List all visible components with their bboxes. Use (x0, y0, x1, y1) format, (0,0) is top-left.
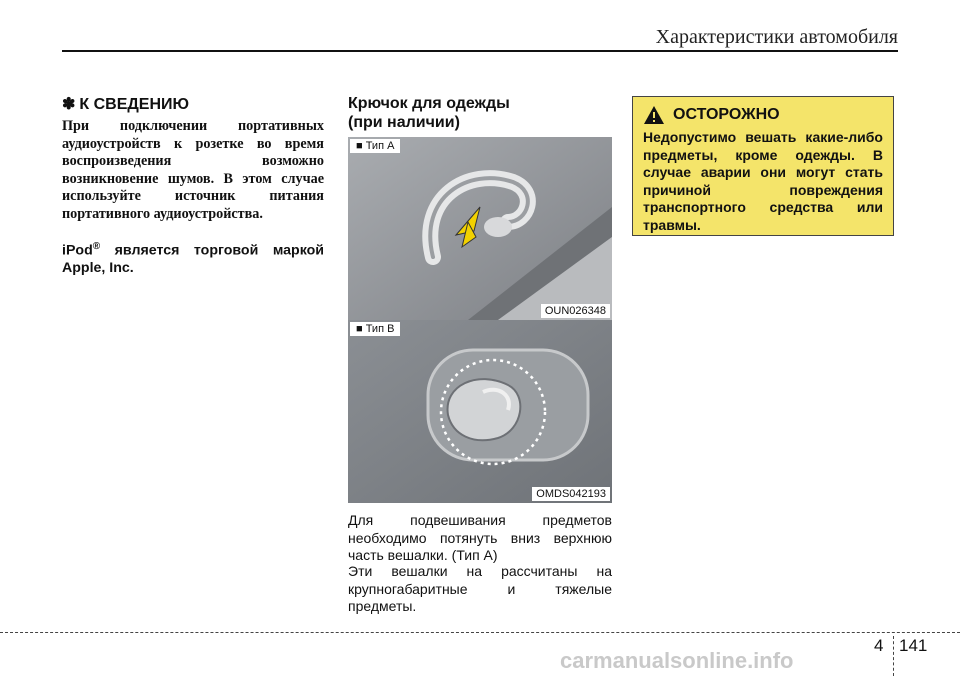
hook-title-line1: Крючок для одежды (348, 95, 510, 112)
figure-b-code: OMDS042193 (532, 487, 610, 501)
hook-section-title (348, 94, 510, 132)
note-heading-text: К СВЕДЕНИЮ (79, 96, 190, 113)
figure-a-code: OUN026348 (541, 304, 610, 318)
page-number: 141 (899, 636, 928, 655)
registered-mark: ® (92, 240, 101, 252)
note-star-icon: ✽ (62, 96, 76, 113)
figure-type-a (348, 137, 612, 320)
trademark-rest: является торговой маркой Apple, Inc. (62, 242, 324, 276)
watermark: carmanualsonline.info (560, 648, 794, 673)
info-note (62, 94, 324, 277)
warning-triangle-icon (643, 105, 665, 125)
figure-type-b (348, 320, 612, 503)
footer-rule (0, 632, 960, 633)
note-body: При подключении портативных аудиоустройств к розетке во время воспроизведения возможно возникновение шумов. В этом случае используйте источник питания портативного аудиоустройства. (62, 118, 324, 222)
coat-hook-type-b-illustration (348, 320, 612, 503)
chapter-number: 4 (874, 636, 884, 655)
page-separator (893, 636, 894, 676)
trademark-note (62, 238, 324, 278)
hook-title-line2: (при наличии) (348, 114, 460, 131)
warning-body: Недопустимо вешать какие-либо предметы, кроме одежды. В случае аварии они могут стать причиной повреждения транспортного средства или травмы. (643, 129, 883, 233)
warning-box (632, 96, 894, 236)
coat-hook-type-a-illustration (348, 137, 612, 320)
trademark-name: iPod (62, 242, 93, 259)
header-rule (62, 50, 898, 52)
warning-heading (643, 105, 883, 125)
figure-a-label: ■ Тип A (350, 139, 400, 153)
page-header-title: Характеристики автомобиля (655, 26, 898, 48)
hook-paragraph-1: Для подвешивания предметов необходимо потянуть вниз верхнюю часть вешалки. (Тип A) (348, 512, 612, 563)
note-heading (62, 94, 324, 114)
warning-heading-text: ОСТОРОЖНО (673, 106, 780, 123)
figure-b-label: ■ Тип B (350, 322, 400, 336)
hook-paragraph-2: Эти вешалки на рассчитаны на крупногабаритные и тяжелые предметы. (348, 563, 612, 614)
